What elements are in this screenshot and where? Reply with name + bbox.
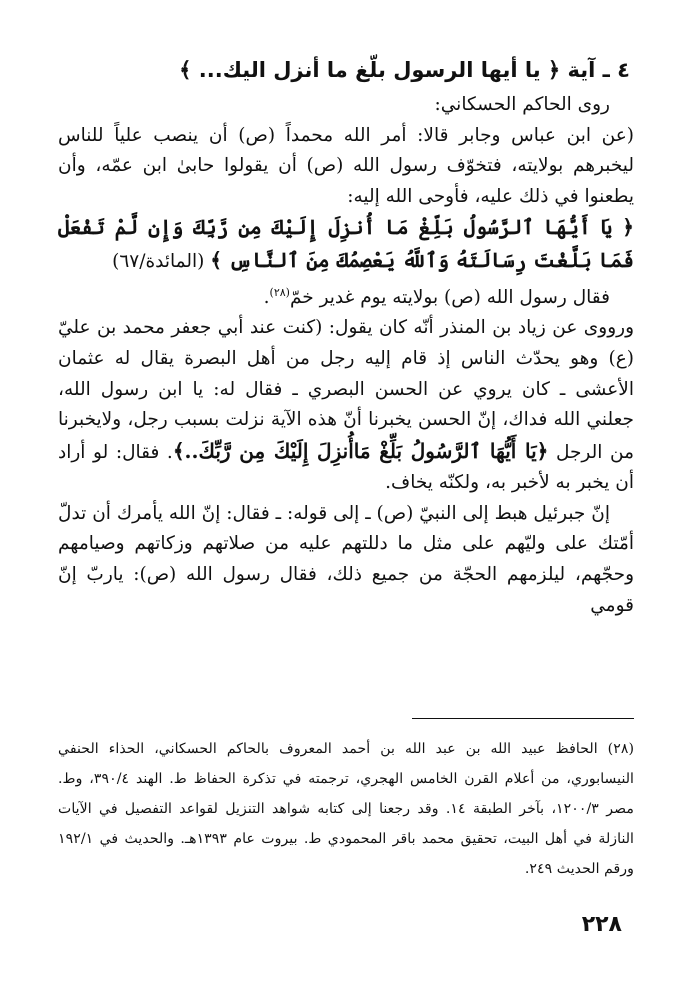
paragraph-3-end: . فقال: لو أراد أن يخبر به لأخبر به، ولكنّه يخاف. <box>58 441 634 494</box>
quran-verse-inline: ﴿يَا أَيُّهَا ٱلرَّسُولُ بَلِّغْ مَاأُنزِلَ إِلَيْكَ مِن رَّبِّكَ..﴾ <box>172 438 549 463</box>
intro-line: روى الحاكم الحسكاني: <box>434 94 610 115</box>
section-heading: ٤ ـ آية ﴿ يا أيها الرسول بلّغ ما أنزل اليك... ﴾ <box>179 58 630 82</box>
page-number: ٢٢٨ <box>581 912 622 937</box>
paragraph-2-end: . <box>263 286 270 308</box>
paragraph-2-text: فقال رسول الله (ص) بولايته يوم غدير خمّ <box>289 286 610 308</box>
paragraph-1: (عن ابن عباس وجابر قالا: أمر الله محمداً (ص) أن ينصب علياً للناس ليخبرهم بولايته، فتخوّف رسول الله (ص) أن يقولوا حابىٰ ابن عمّه، وأن يطعنوا في ذلك عليه، فأوحى الله إليه: <box>58 124 634 207</box>
footnote-marker: (٢٨) <box>269 285 290 299</box>
paragraph-4: إنّ جبرئيل هبط إلى النبيّ (ص) ـ إلى قوله: ـ فقال: إنّ الله يأمرك أن تدلّ أمّتك على وليّهم على مثل ما دللتهم عليه من صلاتهم وزكاتهم وصيامهم وحجّهم، ليلزمهم الحجّة من جميع ذلك، فقال رسول الله (ص): ياربّ إنّ قومي <box>58 502 634 616</box>
book-page <box>58 50 634 950</box>
verse-paragraph <box>58 212 634 277</box>
footnote-divider <box>412 718 634 719</box>
body-text <box>58 90 634 621</box>
paragraph-3 <box>58 313 634 499</box>
footnote-28: (٢٨) الحافظ عبيد الله بن عبد الله بن أحمد المعروف بالحاكم الحسكاني، الحذاء الحنفي النيسابوري، من أعلام القرن الخامس الهجري، ترجمته في تذكرة الحفاظ ط. الهند ٣٩٠/٤، وط. مصر ١٢٠٠/٣، بآخر الطبقة ١٤. وقد رجعنا إلى كتابه شواهد التنزيل لقواعد التفصيل في الآيات النازلة في أهل البيت، تحقيق محمد باقر المحمودي ط. بيروت عام ١٣٩٣هـ. والحديث في ١٩٢/١ ورقم الحديث ٢٤٩. <box>58 741 634 877</box>
verse-reference: (المائدة/٦٧) <box>112 250 205 272</box>
quran-verse: ﴿ يَا أَيُّهَا ٱلرَّسُولُ بَلِّغْ مَا أُنزِلَ إِلَيْكَ مِن رَّبِّكَ وَإِن لَّمْ تَفْعَلْ فَمَا بَلَّغْتَ رِسَالَتَهُ وَٱللَّهُ يَعْصِمُكَ مِنَ ٱلنَّاسِ ﴾ <box>58 215 634 272</box>
paragraph-3-text: ورووى عن زياد بن المنذر أنّه كان يقول: (كنت عند أبي جعفر محمد بن عليّ (ع) وهو يحدّث الناس إذ قام إليه رجل من أهل البصرة يقال له عثمان الأعشى ـ كان يروي عن الحسن البصري ـ فقال له: يا ابن رسول الله، جعلني الله فداك، إنّ الحسن يخبرنا أنّ هذه الآية نزلت بسبب رجل، ولايخبرنا من الرجل <box>58 317 634 463</box>
paragraph-2 <box>58 278 634 314</box>
